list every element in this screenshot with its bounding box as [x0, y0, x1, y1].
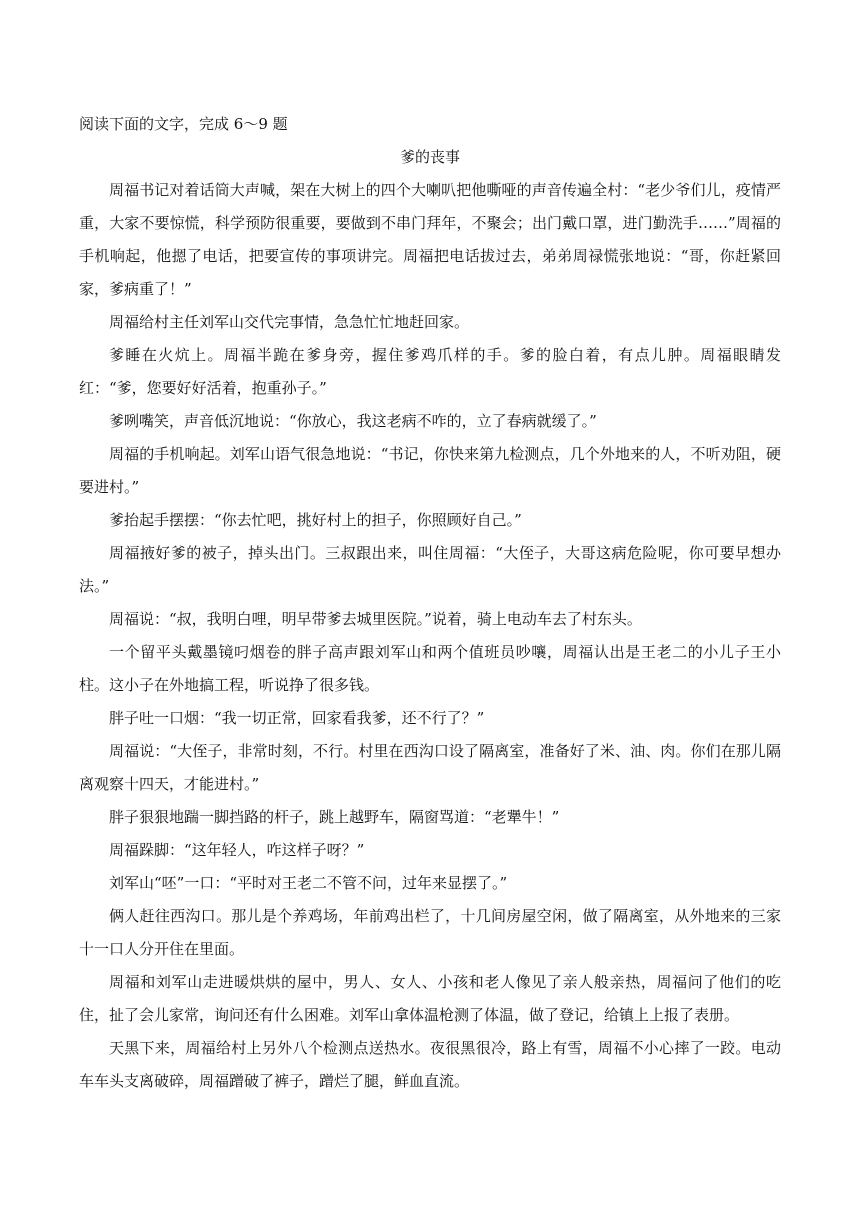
- paragraph: 周福的手机响起。刘军山语气很急地说：“书记，你快来第九检测点，几个外地来的人，不听劝阻，硬要进村。”: [79, 445, 781, 496]
- question-instruction: 阅读下面的文字，完成 6～9 题: [79, 115, 288, 133]
- document-page: [79, 108, 781, 1098]
- paragraph: 一个留平头戴墨镜叼烟卷的胖子高声跟刘军山和两个值班员吵嚷，周福认出是王老二的小儿子王小柱。这小子在外地搞工程，听说挣了很多钱。: [79, 643, 781, 694]
- paragraph: 周福给村主任刘军山交代完事情，急急忙忙地赶回家。: [109, 313, 470, 331]
- paragraph: 爹睡在火炕上。周福半跪在爹身旁，握住爹鸡爪样的手。爹的脸白着，有点儿肿。周福眼睛发红：“爹，您要好好活着，抱重孙子。”: [79, 346, 781, 397]
- paragraph: 天黑下来，周福给村上另外八个检测点送热水。夜很黑很冷，路上有雪，周福不小心摔了一跤。电动车车头支离破碎，周福蹭破了裤子，蹭烂了腿，鲜血直流。: [79, 1039, 781, 1090]
- paragraph: 刘军山“呸”一口：“平时对王老二不管不问，过年来显摆了。”: [109, 874, 508, 892]
- paragraph: 胖子吐一口烟：“我一切正常，回家看我爹，还不行了？”: [109, 709, 485, 727]
- paragraph: 周福说：“大侄子，非常时刻，不行。村里在西沟口设了隔离室，准备好了米、油、肉。你们在那儿隔离观察十四天，才能进村。”: [79, 742, 781, 793]
- paragraph: 爹抬起手摆摆：“你去忙吧，挑好村上的担子，你照顾好自己。”: [109, 511, 522, 529]
- paragraph: 胖子狠狠地踹一脚挡路的杆子，跳上越野车，隔窗骂道：“老犟牛！”: [109, 808, 560, 826]
- paragraph: 周福书记对着话筒大声喊，架在大树上的四个大喇叭把他嘶哑的声音传遍全村：“老少爷们儿，疫情严重，大家不要惊慌，科学预防很重要，要做到不串门拜年，不聚会；出门戴口罩，进门勤洗手……”周福的手机响起，他摁了电话，把要宣传的事项讲完。周福把电话拔过去，弟弟周禄慌张地说：“哥，你赶紧回家，爹病重了！”: [79, 181, 781, 298]
- paragraph: 周福说：“叔，我明白哩，明早带爹去城里医院。”说着，骑上电动车去了村东头。: [109, 610, 642, 628]
- paragraph: 俩人赶往西沟口。那儿是个养鸡场，年前鸡出栏了，十几间房屋空闲，做了隔离室，从外地来的三家十一口人分开住在里面。: [79, 907, 781, 958]
- story-title: 爹的丧事: [399, 148, 460, 166]
- paragraph: 爹咧嘴笑，声音低沉地说：“你放心，我这老病不咋的，立了春病就缓了。”: [109, 412, 597, 430]
- paragraph: 周福和刘军山走进暖烘烘的屋中，男人、女人、小孩和老人像见了亲人般亲热，周福问了他们的吃住，扯了会儿家常，询问还有什么困难。刘军山拿体温枪测了体温，做了登记，给镇上上报了表册。: [79, 973, 781, 1024]
- paragraph: 周福掖好爹的被子，掉头出门。三叔跟出来，叫住周福：“大侄子，大哥这病危险呢，你可要早想办法。”: [79, 544, 781, 595]
- paragraph: 周福跺脚：“这年轻人，咋这样子呀？”: [109, 841, 365, 859]
